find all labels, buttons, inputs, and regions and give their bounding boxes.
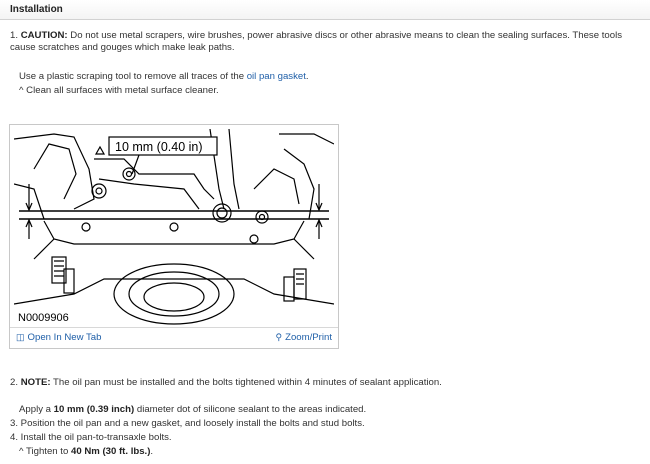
scraping-text: Use a plastic scraping tool to remove all traces of the: [19, 71, 247, 82]
step-1-number: 1.: [10, 30, 19, 41]
engine-oil-pan-diagram: [14, 129, 334, 325]
note-label: NOTE:: [20, 377, 51, 388]
dimension-label: 10 mm (0.40 in): [115, 140, 203, 154]
magnifier-icon: ⚲: [275, 332, 283, 342]
step-1-bullet: ^ Clean all surfaces with metal surface cleaner.: [19, 85, 219, 96]
section-title: Installation: [10, 4, 63, 15]
figure-footer: [10, 327, 338, 348]
open-in-new-tab-link[interactable]: ◫ Open In New Tab: [16, 332, 102, 343]
step-2-note: 2. NOTE: The oil pan must be installed and the bolts tightened within 4 minutes of sealant application.: [10, 377, 442, 388]
zoom-print-link[interactable]: ⚲ Zoom/Print: [275, 332, 332, 343]
torque-value: 40 Nm (30 ft. lbs.): [70, 446, 151, 457]
step-4-torque: ^ Tighten to 40 Nm (30 ft. lbs.).: [19, 446, 154, 457]
step-1-caution: [10, 30, 640, 54]
step-3: 3. Position the oil pan and a new gasket, and loosely install the bolts and stud bolts.: [10, 418, 365, 429]
caution-label: CAUTION:: [20, 30, 68, 41]
oil-pan-gasket-link[interactable]: oil pan gasket: [246, 71, 306, 82]
step-4: 4. Install the oil pan-to-transaxle bolts.: [10, 432, 172, 443]
note-text: The oil pan must be installed and the bolts tightened within 4 minutes of sealant application.: [50, 377, 442, 388]
new-tab-icon: ◫: [16, 332, 25, 342]
section-header: [0, 0, 650, 20]
caution-text: Do not use metal scrapers, wire brushes, power abrasive discs or other abrasive means to clean the sealing surfaces. These tools cause scratches and gouges which make leak paths.: [10, 30, 622, 53]
step-1-scraping-instruction: Use a plastic scraping tool to remove all traces of the oil pan gasket.: [19, 71, 309, 82]
figure-ref-id: N0009906: [18, 312, 69, 324]
step-2-sealant-instruction: Apply a 10 mm (0.39 inch) diameter dot of silicone sealant to the areas indicated.: [19, 404, 367, 415]
figure-box: [9, 124, 339, 349]
